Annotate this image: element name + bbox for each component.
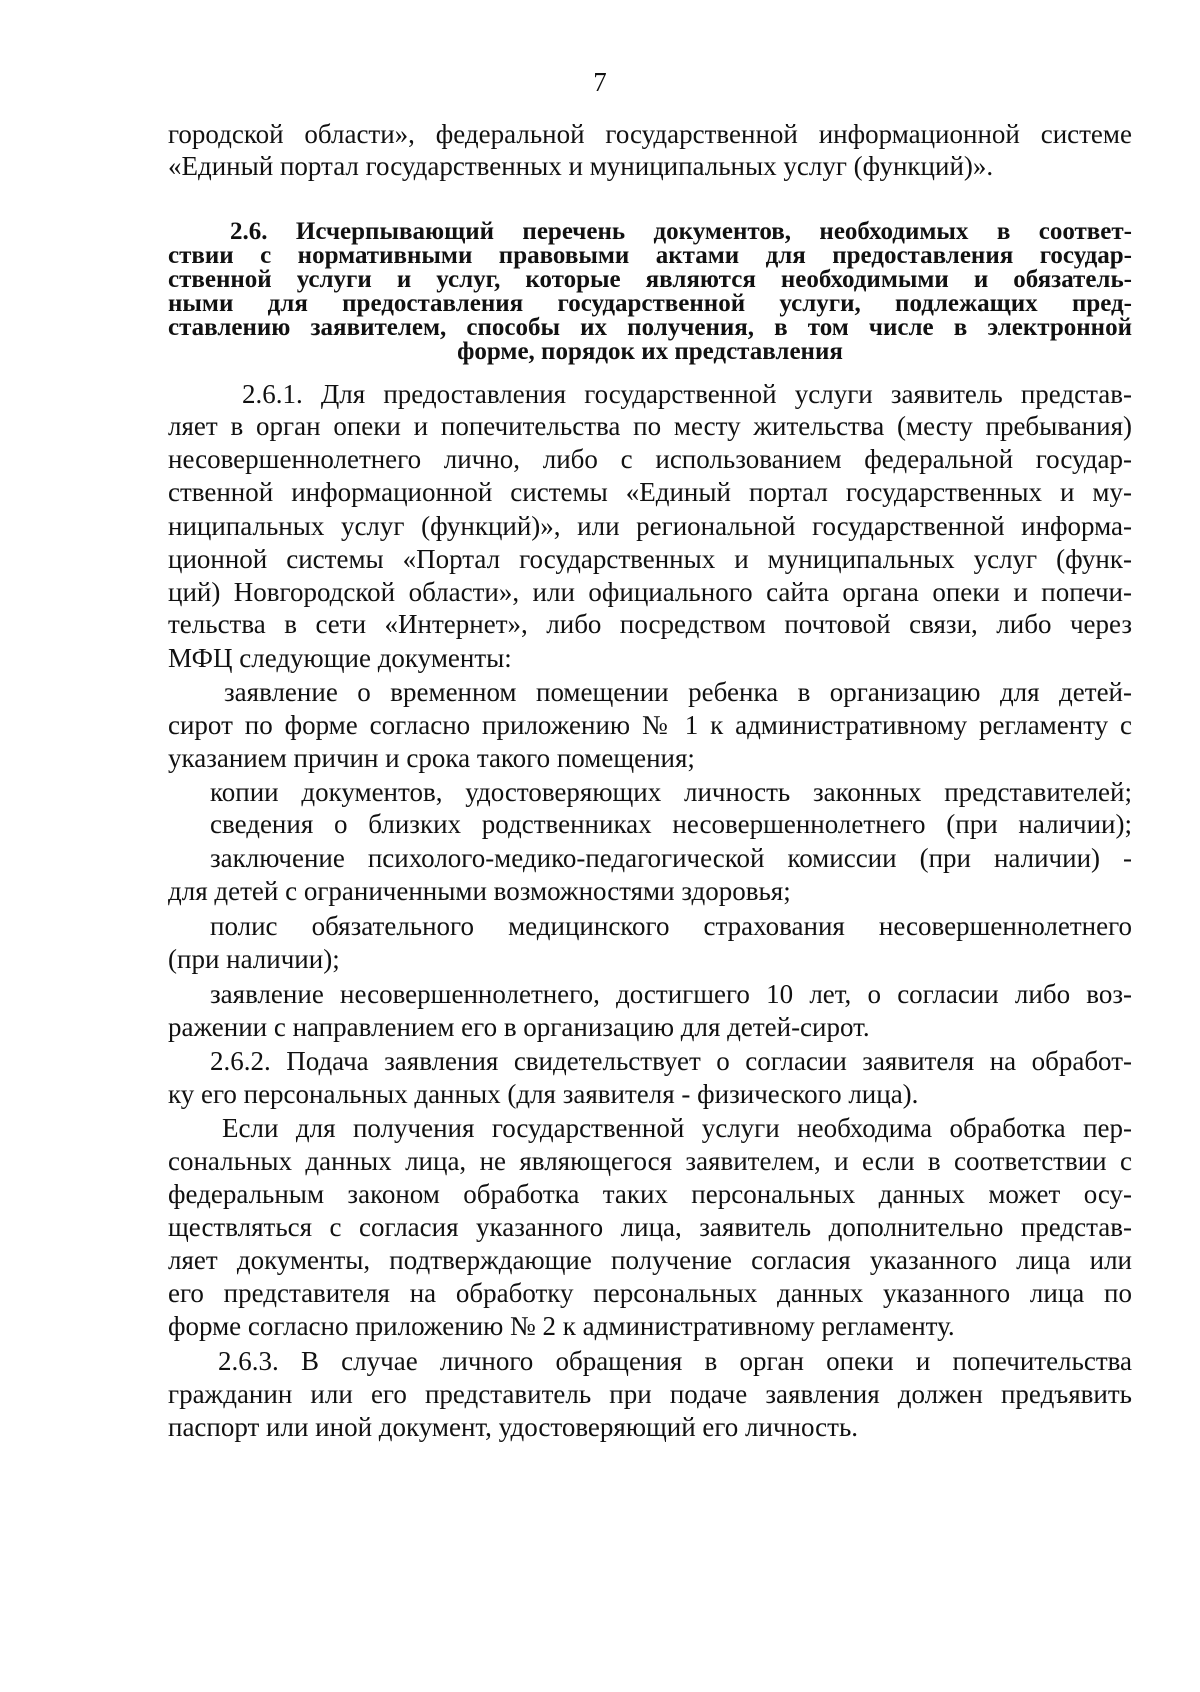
text-line: ляет документы, подтверждающие получение согласия указанного лица или <box>168 1245 1132 1275</box>
text-line: сональных данных лица, не являющегося заявителем, и если в соответствии с <box>168 1146 1132 1176</box>
text-line: несовершеннолетнего лично, либо с использованием федеральной государ- <box>168 444 1132 474</box>
text-line: 2.6.1. Для предоставления государственной услуги заявитель представ- <box>242 379 1132 409</box>
heading-line: 2.6. Исчерпывающий перечень документов, необходимых в соответ- <box>230 218 1132 245</box>
heading-line: ственной услуги и услуг, которые являются необходимыми и обязатель- <box>168 266 1132 293</box>
text-line: Если для получения государственной услуги необходима обработка пер- <box>222 1113 1132 1143</box>
text-line: ционной системы «Портал государственных и муниципальных услуг (функ- <box>168 544 1132 574</box>
text-line: заявление о временном помещении ребенка в организацию для детей- <box>224 677 1132 707</box>
text-line: для детей с ограниченными возможностями здоровья; <box>168 876 791 906</box>
text-line: 2.6.3. В случае личного обращения в орган опеки и попечительства <box>218 1346 1132 1376</box>
text-line: ций) Новгородской области», или официального сайта органа опеки и попечи- <box>168 577 1132 607</box>
text-line: (при наличии); <box>168 944 340 974</box>
text-line: федеральным законом обработка таких персональных данных может осу- <box>168 1179 1132 1209</box>
heading-line: форме, порядок их представления <box>457 338 843 365</box>
text-line: «Единый портал государственных и муниципальных услуг (функций)». <box>168 151 994 181</box>
text-line: ражении с направлением его в организацию для детей-сирот. <box>168 1012 870 1042</box>
text-line: указанием причин и срока такого помещения; <box>168 743 695 773</box>
text-line: гражданин или его представитель при подаче заявления должен предъявить <box>168 1379 1132 1409</box>
text-line: МФЦ следующие документы: <box>168 643 512 673</box>
text-line: городской области», федеральной государственной информационной системе <box>168 119 1132 149</box>
text-line: копии документов, удостоверяющих личность законных представителей; <box>210 777 1132 807</box>
text-line: сведения о близких родственниках несовершеннолетнего (при наличии); <box>210 809 1132 839</box>
text-line: ственной информационной системы «Единый портал государственных и му- <box>168 477 1132 507</box>
page-number: 7 <box>593 67 607 97</box>
text-line: ществляться с согласия указанного лица, заявитель дополнительно представ- <box>168 1212 1132 1242</box>
text-line: тельства в сети «Интернет», либо посредством почтовой связи, либо через <box>168 609 1132 639</box>
text-line: ку его персональных данных (для заявителя - физического лица). <box>168 1079 919 1109</box>
text-line: ниципальных услуг (функций)», или региональной государственной информа- <box>168 511 1132 541</box>
text-line: 2.6.2. Подача заявления свидетельствует о согласии заявителя на обработ- <box>210 1046 1132 1076</box>
text-line: сирот по форме согласно приложению № 1 к административному регламенту с <box>168 710 1132 740</box>
text-line: заявление несовершеннолетнего, достигшего 10 лет, о согласии либо воз- <box>210 979 1132 1009</box>
text-line: его представителя на обработку персональных данных указанного лица по <box>168 1278 1132 1308</box>
text-line: форме согласно приложению № 2 к административному регламенту. <box>168 1311 955 1341</box>
heading-line: ствии с нормативными правовыми актами для предоставления государ- <box>168 242 1132 269</box>
text-line: паспорт или иной документ, удостоверяющий его личность. <box>168 1412 859 1442</box>
heading-line: ставлению заявителем, способы их получения, в том числе в электронной <box>168 314 1132 341</box>
text-line: заключение психолого-медико-педагогической комиссии (при наличии) - <box>210 843 1132 873</box>
text-line: полис обязательного медицинского страхования несовершеннолетнего <box>210 911 1132 941</box>
text-line: ляет в орган опеки и попечительства по месту жительства (месту пребывания) <box>168 411 1132 441</box>
heading-line: ными для предоставления государственной услуги, подлежащих пред- <box>168 290 1132 317</box>
